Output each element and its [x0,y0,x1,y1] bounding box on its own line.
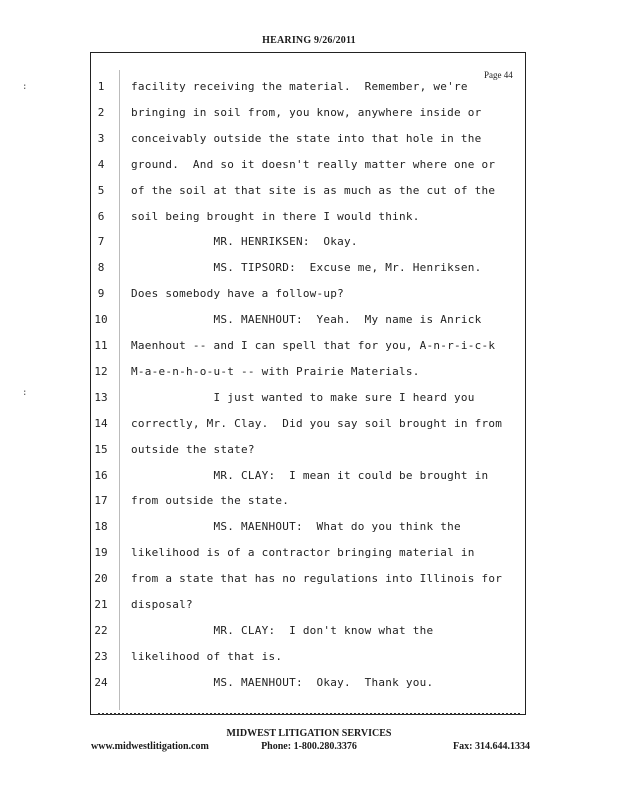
line-text: from a state that has no regulations into Illinois for [131,572,503,586]
line-number: 1 [97,80,105,93]
transcript-line [0,469,618,489]
line-number: 12 [94,364,108,378]
transcript-line [0,417,618,437]
transcript-line [0,650,618,670]
transcript-line [0,80,618,100]
line-number: 9 [97,287,105,301]
transcript-line [0,106,618,126]
line-number: 13 [94,390,108,404]
line-number: 22 [94,623,108,637]
page-number-label: Page 44 [484,70,513,80]
transcript-line [0,184,618,204]
bottom-border-strip [98,713,520,718]
line-number: 17 [94,494,108,508]
line-text: ground. And so it doesn't really matter where one or [131,157,496,171]
line-number: 16 [94,468,108,482]
line-text: M-a-e-n-h-o-u-t -- with Prairie Materials. [131,364,420,378]
line-number: 18 [94,520,108,534]
transcript-line [0,624,618,644]
line-number: 7 [97,235,105,249]
line-text: from outside the state. [131,494,290,508]
line-number: 20 [94,572,108,586]
line-number: 11 [94,339,108,352]
transcript-line [0,520,618,540]
line-number: 24 [94,675,108,689]
transcript-line [0,494,618,514]
line-number: 10 [94,313,108,327]
line-text: likelihood is of a contractor bringing material in [131,546,475,560]
transcript-line [0,210,618,230]
transcript-line [0,261,618,281]
line-text: MR. CLAY: I don't know what the [131,623,434,637]
line-number: 4 [97,157,105,171]
line-text: MS. MAENHOUT: Yeah. My name is Anrick [131,313,482,327]
transcript-line [0,572,618,592]
margin-mark: : [22,388,28,398]
line-text: outside the state? [131,442,255,456]
margin-mark: : [22,82,28,92]
transcript-line [0,676,618,696]
transcript-line [0,365,618,385]
page-header-title: HEARING 9/26/2011 [262,35,356,46]
line-text: MS. MAENHOUT: Okay. Thank you. [131,675,434,689]
line-number: 14 [94,416,108,430]
line-text: correctly, Mr. Clay. Did you say soil brought in from [131,416,503,430]
transcript-line [0,158,618,178]
line-text: MS. MAENHOUT: What do you think the [131,520,461,534]
transcript-line [0,598,618,618]
transcript-line [0,443,618,463]
transcript-line [0,235,618,255]
line-text: conceivably outside the state into that hole in the [131,131,482,145]
line-number: 6 [97,209,105,223]
footer-fax: Fax: 314.644.1334 [453,741,530,752]
line-text: Maenhout -- and I can spell that for you, A-n-r-i-c-k [131,339,496,352]
line-text: facility receiving the material. Remember, we're [131,80,468,93]
line-text: likelihood of that is. [131,649,283,663]
footer-website-link[interactable]: www.midwestlitigation.com [91,741,209,752]
line-text: I just wanted to make sure I heard you [131,390,475,404]
footer-contact-row [0,741,618,755]
line-text: MR. HENRIKSEN: Okay. [131,235,358,249]
line-number: 5 [97,183,105,197]
transcript-line [0,546,618,566]
line-text: MR. CLAY: I mean it could be brought in [131,468,489,482]
line-number: 15 [94,442,108,456]
line-number: 2 [97,105,105,119]
line-text: soil being brought in there I would think. [131,209,420,223]
line-text: disposal? [131,598,193,611]
footer-company-name: MIDWEST LITIGATION SERVICES [226,728,392,739]
line-number: 21 [94,598,108,611]
line-number: 8 [97,261,105,275]
transcript-line [0,287,618,307]
line-text: MS. TIPSORD: Excuse me, Mr. Henriksen. [131,261,482,275]
line-text: bringing in soil from, you know, anywhere inside or [131,105,482,119]
line-number: 3 [97,131,105,145]
line-number: 23 [94,649,108,663]
footer-phone: Phone: 1-800.280.3376 [261,741,357,752]
line-number: 19 [94,546,108,560]
transcript-line [0,339,618,359]
line-text: of the soil at that site is as much as the cut of the [131,183,496,197]
transcript-line [0,391,618,411]
transcript-line [0,132,618,152]
line-text: Does somebody have a follow-up? [131,287,345,301]
transcript-line [0,313,618,333]
